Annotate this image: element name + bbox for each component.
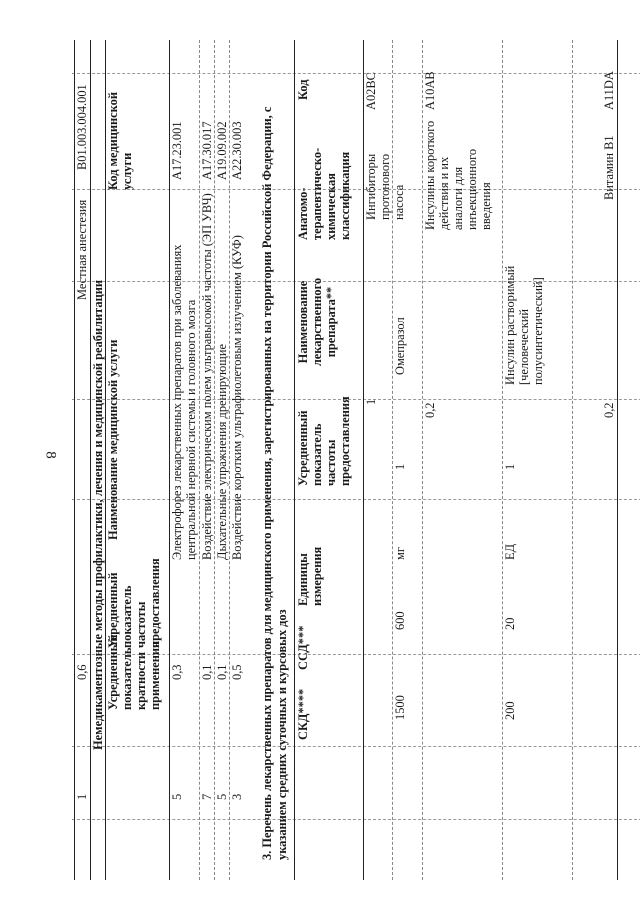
drug-row-code: A10AB [423,71,437,110]
drug-row-frequency: 1 [503,463,517,470]
rule [572,40,573,880]
nonmed-row-frequency: 0,3 [170,664,184,680]
nonmed-row-frequency: 0,1 [215,664,229,680]
drug-row-atc: Ингибиторы протонового насоса [364,153,406,220]
nonmed-header-name: Наименование медицинской услуги [106,339,120,540]
nonmed-row-code: A17.30.017 [200,121,214,180]
drug-row-sdd: 600 [393,611,407,630]
nonmed-row-code: A22.30.003 [230,121,244,180]
rule [502,40,503,880]
nonmed-row-name: Дыхательные упражнения дренирующие [215,344,229,560]
drug-header-sdd: ССД*** [296,625,310,670]
nonmed-row-name: Воздействие коротким ультрафиолетовым излучением (КУФ) [230,235,244,560]
column-guide [72,399,640,400]
drug-row-frequency: 1 [364,398,378,405]
column-guide [72,281,640,282]
column-guide [72,819,640,820]
drug-row-code: A11DA [602,71,616,110]
nonmed-row-multiplicity: 3 [230,793,244,800]
nonmed-row-multiplicity: 5 [215,793,229,800]
column-guide [72,189,640,190]
drug-row-sdd: 20 [503,617,517,630]
rotated-document [72,40,640,880]
drug-row-frequency: 0,2 [602,402,616,418]
nonmed-header-multiplicity: Усредненный показатель кратности применения [106,634,162,710]
column-guide [72,73,640,74]
drug-row-code: A02BC [364,72,378,110]
drug-header-unit: Единицы измерения [296,546,324,606]
nonmed-row-code: A19.09.002 [215,121,229,180]
drug-row-unit: мг [393,547,407,560]
nonmed-row-multiplicity: 5 [170,793,184,800]
nonmed-row-code: A17.23.001 [170,121,184,180]
nonmed-row-frequency: 0,1 [200,664,214,680]
drug-row-atc: Инсулины короткого действия и их аналоги для инъекционного введения [423,120,493,230]
nonmed-row-multiplicity: 7 [200,793,214,800]
anesthesia-name: Местная анестезия [75,199,89,300]
nonmed-row-name: Воздействие электрическим полем ультравысокой частоты (ЭП УВЧ) [200,193,214,560]
drug-row-atc: Витамин B1 [602,135,616,200]
rule [617,40,618,880]
rule [294,40,295,880]
anesthesia-multiplicity: 1 [75,793,89,800]
drug-row-frequency: 1 [393,463,407,470]
drug-row-skd: 200 [503,701,517,720]
drug-header-atc: Анатомо-терапевтическо-химическая классификация [296,147,352,240]
drug-header-frequency: Усредненный показатель частоты предоставления [296,396,352,486]
nonmed-header-frequency: Усредненный показатель частоты предоставления [106,558,162,648]
drug-row-skd: 1500 [393,695,407,720]
drug-header-name: Наименование лекарственного препарата** [296,277,338,367]
anesthesia-frequency: 0,6 [75,664,89,680]
nonmed-row-frequency: 0,5 [230,664,244,680]
nonmed-row-name: Электрофорез лекарственных препаратов при заболеваниях центральной нервной системы и головного мозга [170,244,198,560]
column-guide [72,746,640,747]
drug-row-unit: ЕД [503,543,517,560]
drug-row-name: Инсулин растворимый [человеческий полусинтетический] [503,265,545,385]
drug-header-code: Код [296,79,310,100]
column-guide [72,499,640,500]
drug-row-frequency: 0,2 [423,402,437,418]
nonmed-section-title: Немедикаментозные методы профилактики, лечения и медицинской реабилитации [91,279,105,750]
anesthesia-code: B01.003.004.001 [75,84,89,170]
rule [392,40,393,880]
nonmed-header-code: Код медицинской услуги [106,92,134,190]
drug-row-name: Омепразол [393,317,407,375]
section3-title: 3. Перечень лекарственных препаратов для медицинского применения, зарегистрированных на территории Российской Федерации, с указанием средних суточных и курсовых доз [260,106,289,860]
drug-header-skd: СКД**** [296,688,310,740]
page-number: 8 [42,451,59,459]
